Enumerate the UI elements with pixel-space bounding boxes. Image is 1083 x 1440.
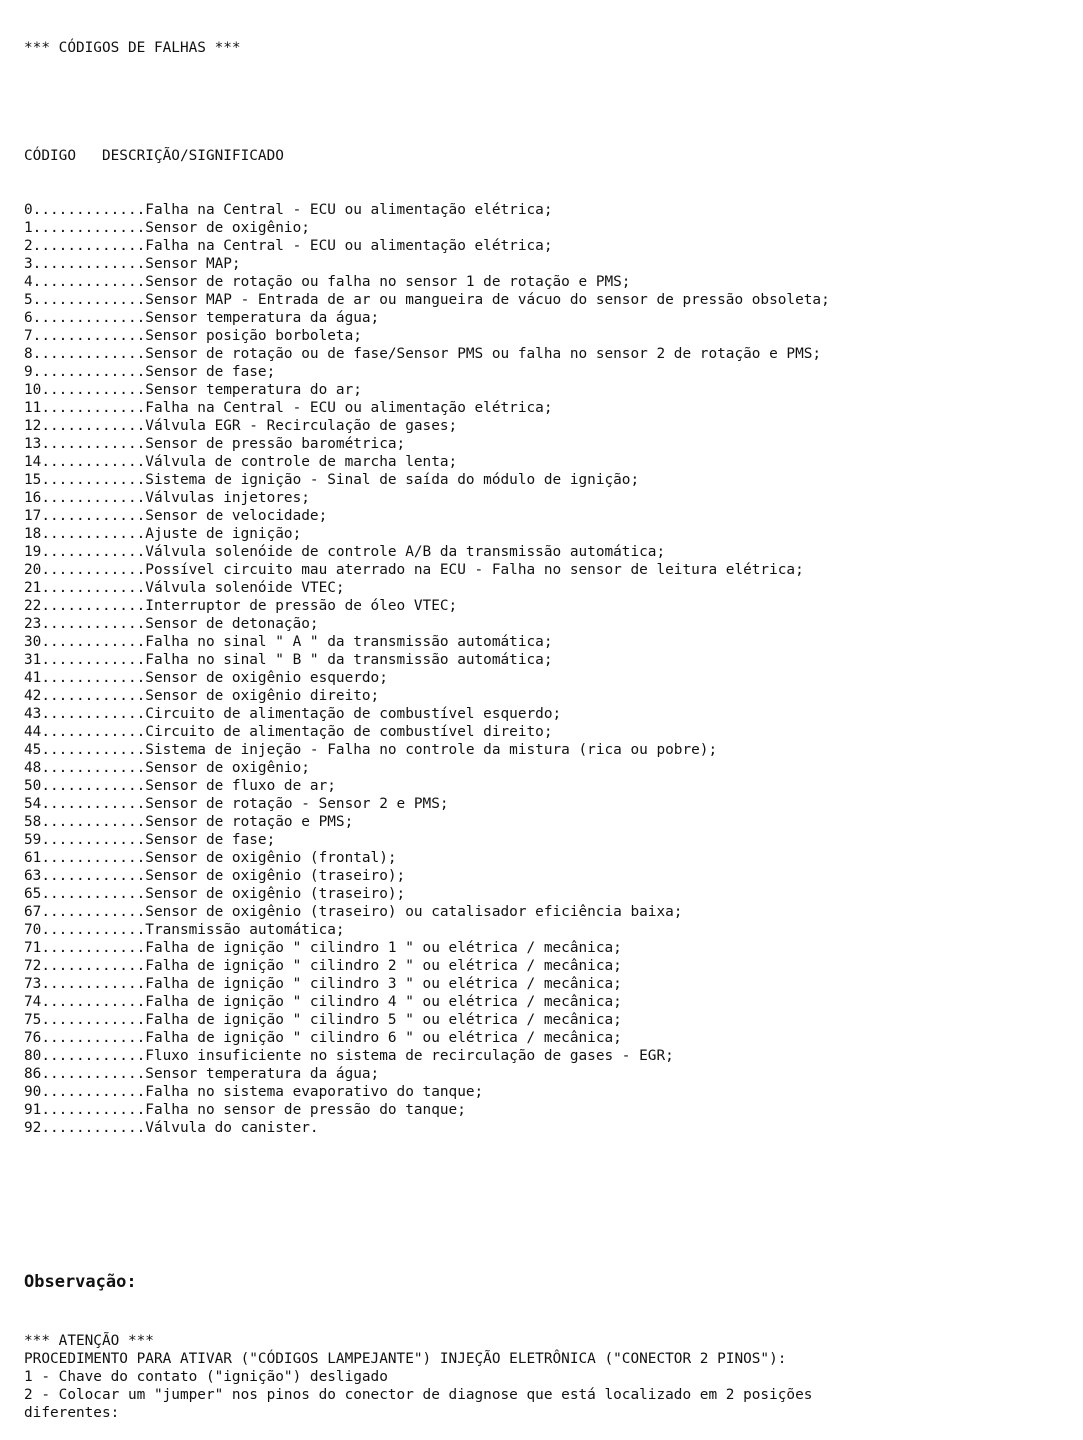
fault-code-row: 41............Sensor de oxigênio esquerdo; xyxy=(24,670,388,686)
fault-code-row: 45............Sistema de injeção - Falha no controle da mistura (rica ou pobre); xyxy=(24,742,718,758)
fault-code-row: 10............Sensor temperatura do ar; xyxy=(24,382,362,398)
fault-code-row: 91............Falha no sensor de pressão do tanque; xyxy=(24,1102,466,1118)
fault-code-row: 92............Válvula do canister. xyxy=(24,1120,319,1136)
fault-code-row: 5.............Sensor MAP - Entrada de ar ou mangueira de vácuo do sensor de pressão obsoleta; xyxy=(24,292,830,308)
fault-code-row: 4.............Sensor de rotação ou falha no sensor 1 de rotação e PMS; xyxy=(24,274,631,290)
fault-code-row: 3.............Sensor MAP; xyxy=(24,256,241,272)
fault-code-row: 18............Ajuste de ignição; xyxy=(24,526,302,542)
fault-code-row: 90............Falha no sistema evaporativo do tanque; xyxy=(24,1084,484,1100)
column-headers: CÓDIGO DESCRIÇÃO/SIGNIFICADO xyxy=(24,148,284,164)
fault-code-row: 65............Sensor de oxigênio (traseiro); xyxy=(24,886,406,902)
fault-code-row: 54............Sensor de rotação - Sensor 2 e PMS; xyxy=(24,796,449,812)
fault-code-row: 86............Sensor temperatura da água; xyxy=(24,1066,380,1082)
observation-line: diferentes: xyxy=(24,1405,120,1421)
observation-line: 1 - Chave do contato ("ignição") desligado xyxy=(24,1369,388,1385)
fault-code-row: 72............Falha de ignição " cilindro 2 " ou elétrica / mecânica; xyxy=(24,958,622,974)
fault-code-row: 16............Válvulas injetores; xyxy=(24,490,310,506)
fault-code-row: 12............Válvula EGR - Recirculação de gases; xyxy=(24,418,458,434)
fault-code-row: 22............Interruptor de pressão de óleo VTEC; xyxy=(24,598,458,614)
fault-code-row: 19............Válvula solenóide de controle A/B da transmissão automática; xyxy=(24,544,666,560)
fault-code-row: 6.............Sensor temperatura da água; xyxy=(24,310,380,326)
fault-code-row: 67............Sensor de oxigênio (traseiro) ou catalisador eficiência baixa; xyxy=(24,904,683,920)
observation-heading: Observação: xyxy=(24,1272,137,1292)
fault-code-row: 31............Falha no sinal " B " da transmissão automática; xyxy=(24,652,553,668)
fault-code-row: 76............Falha de ignição " cilindro 6 " ou elétrica / mecânica; xyxy=(24,1030,622,1046)
fault-code-row: 80............Fluxo insuficiente no sistema de recirculação de gases - EGR; xyxy=(24,1048,674,1064)
document-title: *** CÓDIGOS DE FALHAS *** xyxy=(24,40,241,56)
fault-code-row: 2.............Falha na Central - ECU ou alimentação elétrica; xyxy=(24,238,553,254)
fault-code-row: 71............Falha de ignição " cilindro 1 " ou elétrica / mecânica; xyxy=(24,940,622,956)
fault-code-row: 59............Sensor de fase; xyxy=(24,832,276,848)
fault-code-document xyxy=(24,3,830,1440)
fault-code-row: 48............Sensor de oxigênio; xyxy=(24,760,310,776)
fault-code-row: 0.............Falha na Central - ECU ou alimentação elétrica; xyxy=(24,202,553,218)
fault-code-row: 42............Sensor de oxigênio direito; xyxy=(24,688,380,704)
fault-code-row: 30............Falha no sinal " A " da transmissão automática; xyxy=(24,634,553,650)
observation-line: 2 - Colocar um "jumper" nos pinos do conector de diagnose que está localizado em 2 posições xyxy=(24,1387,813,1403)
fault-code-row: 21............Válvula solenóide VTEC; xyxy=(24,580,345,596)
fault-code-row: 17............Sensor de velocidade; xyxy=(24,508,328,524)
fault-code-row: 73............Falha de ignição " cilindro 3 " ou elétrica / mecânica; xyxy=(24,976,622,992)
fault-code-row: 58............Sensor de rotação e PMS; xyxy=(24,814,354,830)
fault-code-row: 20............Possível circuito mau aterrado na ECU - Falha no sensor de leitura elétrica; xyxy=(24,562,804,578)
spacer xyxy=(24,1173,830,1227)
fault-code-row: 23............Sensor de detonação; xyxy=(24,616,319,632)
fault-code-row: 74............Falha de ignição " cilindro 4 " ou elétrica / mecânica; xyxy=(24,994,622,1010)
fault-code-row: 7.............Sensor posição borboleta; xyxy=(24,328,362,344)
fault-code-list xyxy=(24,201,830,1137)
fault-code-row: 9.............Sensor de fase; xyxy=(24,364,276,380)
fault-code-row: 15............Sistema de ignição - Sinal de saída do módulo de ignição; xyxy=(24,472,640,488)
observation-line: PROCEDIMENTO PARA ATIVAR ("CÓDIGOS LAMPEJANTE") INJEÇÃO ELETRÔNICA ("CONECTOR 2 PINOS"): xyxy=(24,1351,787,1367)
fault-code-row: 44............Circuito de alimentação de combustível direito; xyxy=(24,724,553,740)
fault-code-row: 11............Falha na Central - ECU ou alimentação elétrica; xyxy=(24,400,553,416)
fault-code-row: 61............Sensor de oxigênio (frontal); xyxy=(24,850,397,866)
fault-code-row: 70............Transmissão automática; xyxy=(24,922,345,938)
fault-code-row: 43............Circuito de alimentação de combustível esquerdo; xyxy=(24,706,562,722)
fault-code-row: 13............Sensor de pressão barométrica; xyxy=(24,436,406,452)
fault-code-row: 75............Falha de ignição " cilindro 5 " ou elétrica / mecânica; xyxy=(24,1012,622,1028)
observation-line: *** ATENÇÃO *** xyxy=(24,1333,154,1349)
fault-code-row: 14............Válvula de controle de marcha lenta; xyxy=(24,454,458,470)
observation-text xyxy=(24,1332,830,1422)
fault-code-row: 1.............Sensor de oxigênio; xyxy=(24,220,310,236)
fault-code-row: 8.............Sensor de rotação ou de fase/Sensor PMS ou falha no sensor 2 de rotação e PMS; xyxy=(24,346,822,362)
fault-code-row: 63............Sensor de oxigênio (traseiro); xyxy=(24,868,406,884)
fault-code-row: 50............Sensor de fluxo de ar; xyxy=(24,778,336,794)
spacer xyxy=(24,93,830,111)
